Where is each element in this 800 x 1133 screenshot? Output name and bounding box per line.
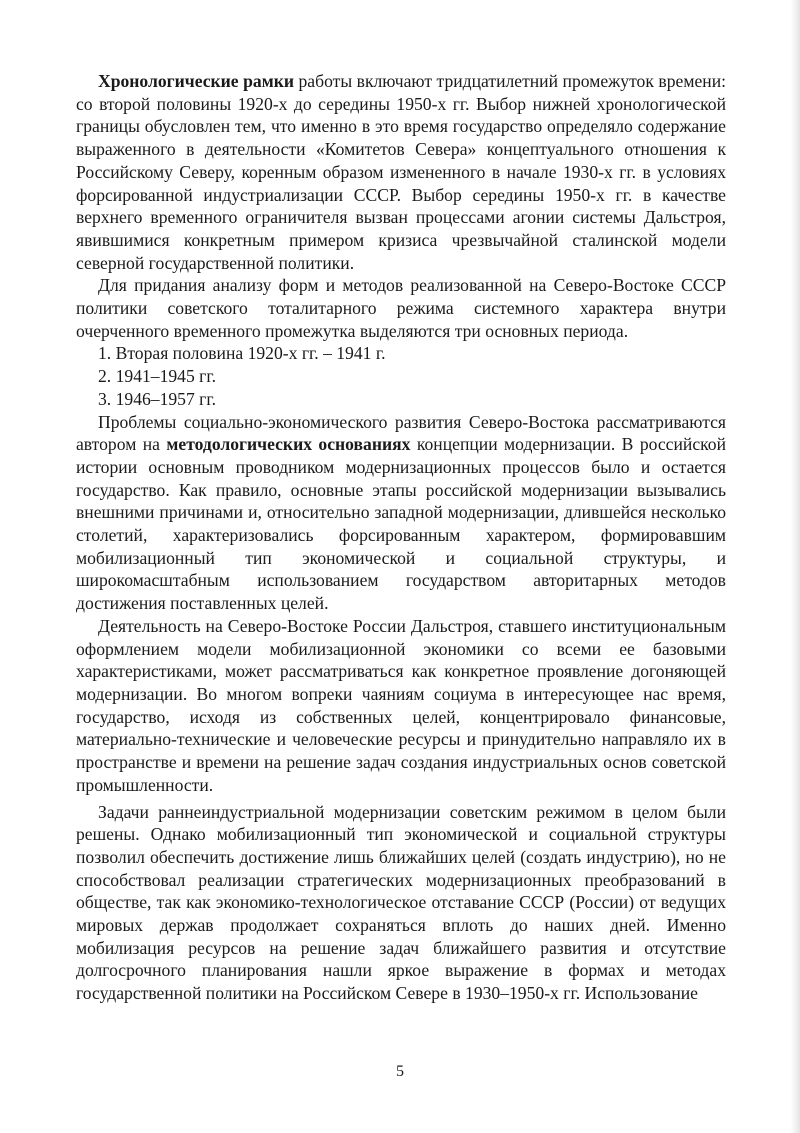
paragraph-chronology	[76, 70, 726, 274]
bold-term-methodology: методологических основаниях	[166, 434, 411, 455]
paragraph-methodology-before: Проблемы социально-экономического развития Северо-Востока рассматриваются автором на	[76, 411, 726, 455]
paragraph-periods-intro: Для придания анализу форм и методов реализованной на Северо-Востоке СССР политики советского тоталитарного режима системного характера внутри очерченного временного промежутка выделяются три основных периода.	[76, 275, 726, 341]
period-item-1: 1. Вторая половина 1920-х гг. – 1941 г.	[98, 343, 386, 364]
scan-edge-shadow	[790, 0, 800, 1133]
period-item-3: 3. 1946–1957 гг.	[98, 388, 217, 409]
paragraph-chronology-text: работы включают тридцатилетний промежуток времени: со второй половины 1920-х до середины 1950-х гг. Выбор нижней хронологической границы обусловлен тем, что именно в это время государство определяло содержание выраженного в деятельности «Комитетов Севера» концептуального отношения к Российскому Северу, коренным образом измененного в начале 1930-х гг. в условиях форсированной индустриализации СССР. Выбор середины 1950-х гг. в качестве верхнего временного ограничителя вызван процессами агонии системы Дальстроя, явившимися конкретным примером кризиса чрезвычайной сталинской модели северной государственной политики.	[76, 71, 726, 273]
paragraph-methodology	[76, 411, 726, 615]
document-body	[76, 70, 726, 1005]
paragraph-methodology-after: концепции модернизации. В российской истории основным проводником модернизационных процессов было и остается государство. Как правило, основные этапы российской модернизации вызывались внешними причинами и, относительно западной модернизации, длившейся несколько столетий, характеризовались форсированным характером, формировавшим мобилизационный тип экономической и социальной структуры, и широкомасштабным использованием государством авторитарных методов достижения поставленных целей.	[76, 434, 726, 614]
page-number: 5	[396, 1063, 404, 1080]
paragraph-dalstroy: Деятельность на Северо-Востоке России Дальстроя, ставшего институциональным оформлением модели мобилизационной экономики со всеми ее базовыми характеристиками, может рассматриваться как конкретное проявление догоняющей модернизации. Во многом вопреки чаяниям социума в интересующее нас время, государство, исходя из собственных целей, концентрировало финансовые, материально-технические и человеческие ресурсы и принудительно направляло их в пространстве и времени на решение задач создания индустриальных основ советской промышленности.	[76, 615, 726, 795]
period-item-2: 2. 1941–1945 гг.	[98, 366, 217, 387]
paragraph-tasks: Задачи раннеиндустриальной модернизации советским режимом в целом были решены. Однако мобилизационный тип экономической и социальной структуры позволил обеспечить достижение лишь ближайших целей (создать индустрию), но не способствовал реализации стратегических модернизационных преобразований в обществе, так как экономико-технологическое отставание СССР (России) от ведущих мировых держав продолжает сохраняться вплоть до наших дней. Именно мобилизация ресурсов на решение задач ближайшего развития и отсутствие долгосрочного планирования нашли яркое выражение в формах и методах государственной политики на Российском Севере в 1930–1950-х гг. Использование	[76, 801, 726, 1004]
bold-term-chronology: Хронологические рамки	[98, 71, 294, 91]
